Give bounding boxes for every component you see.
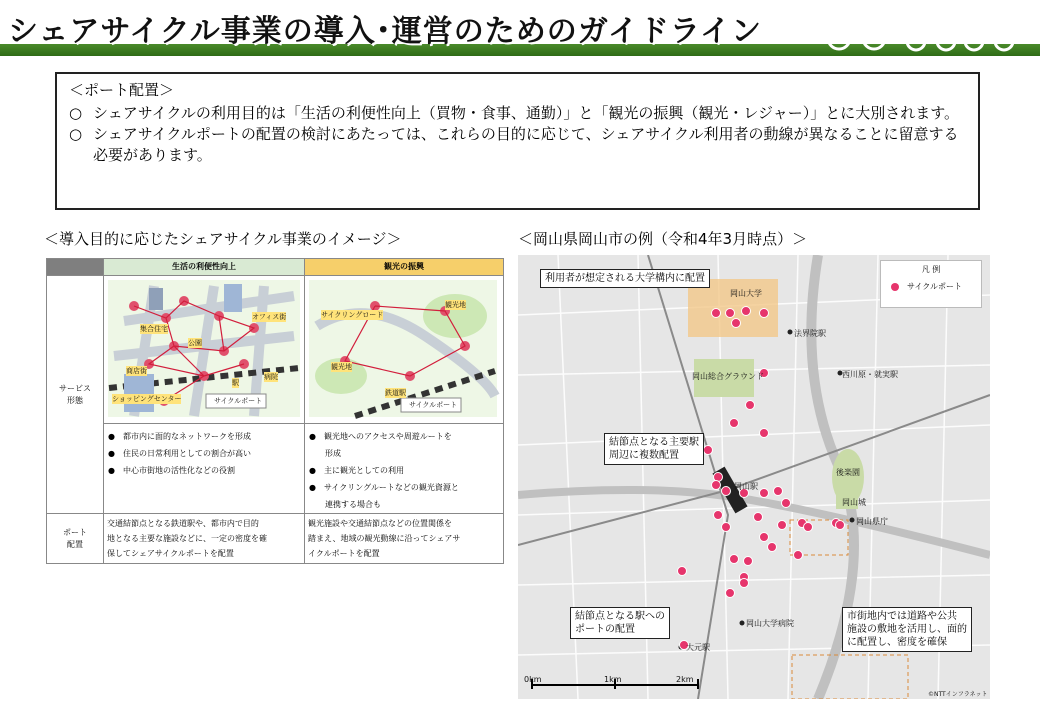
- cycle-port-marker: [774, 487, 783, 496]
- cycle-port-marker: [782, 499, 791, 508]
- callout-hub: 結節点となる主要駅 周辺に複数配置: [604, 433, 704, 465]
- left-section-title: ＜導入目的に応じたシェアサイクル事業のイメージ＞: [44, 230, 402, 248]
- cycle-port-marker: [836, 521, 845, 530]
- cycle-port-marker: [726, 589, 735, 598]
- bullets-tourism: ● 観光地へのアクセスや周遊ルートを 形成 ● 主に観光としての利用 ● サイクリングルートなどの観光資源と 連携する場合も: [305, 424, 504, 514]
- cycle-port-marker: [778, 521, 787, 530]
- row-label-service: サービス 形態: [47, 276, 104, 514]
- box-item: [69, 103, 966, 124]
- bullets-living: ● 都市内に面的なネットワークを形成 ● 住民の日常利用としての割合が高い ● 中心市街地の活性化などの役割: [104, 424, 305, 514]
- row-label-port: ポート 配置: [47, 514, 104, 564]
- cycle-port-marker: [794, 551, 803, 560]
- map-legend: 凡 例 サイクルポート: [880, 260, 982, 308]
- cycle-port-marker: [714, 511, 723, 520]
- cycle-port-marker: [768, 543, 777, 552]
- illustration-tourism: サイクリングロード 観光地 観光地 鉄道駅 サイクルポート: [305, 276, 504, 424]
- scale-1: 1km: [604, 675, 622, 684]
- purpose-table: [46, 258, 504, 564]
- page-title: シェアサイクル事業の導入･運営のためのガイドライン: [8, 14, 762, 49]
- cycle-port-marker: [730, 555, 739, 564]
- cycle-port-marker: [754, 513, 763, 522]
- cycle-port-marker: [760, 429, 769, 438]
- scale-2: 2km: [676, 675, 694, 684]
- label-hokaiin: 法界院駅: [794, 329, 826, 338]
- port-placement-box: [55, 72, 980, 210]
- circle-bullet-icon: ○: [69, 125, 83, 143]
- cycle-port-marker: [740, 579, 749, 588]
- label-pref: 岡山県庁: [856, 517, 888, 526]
- label-omoto: 大元駅: [686, 643, 710, 652]
- port-living: 交通結節点となる鉄道駅や、都市内で目的 地となる主要な施設などに、一定の密度を確 保してシェアサイクルポートを配置: [104, 514, 305, 564]
- cycle-port-marker: [722, 487, 731, 496]
- callout-city: 市街地内では道路や公共 施設の敷地を活用し、面的 に配置し、密度を確保: [842, 607, 972, 652]
- illustration-living: オフィス街 集合住宅 公園 商店街 病院 駅 ショッピングセンター サイクルポート: [104, 276, 305, 424]
- right-section-title: ＜岡山県岡山市の例（令和4年3月時点）＞: [518, 230, 808, 248]
- bicycle-icons: [824, 8, 1034, 54]
- label-nishigawara: 西川原・就実駅: [842, 370, 898, 379]
- label-ground: 岡山総合グラウンド: [692, 372, 764, 381]
- port-marker-icon: [891, 283, 899, 291]
- col-header-tourism: 観光の振興: [305, 259, 504, 276]
- tourism-route-illustration: [305, 276, 501, 421]
- cycle-port-marker: [712, 481, 721, 490]
- map-credit: ©NTTインフラネット: [928, 691, 988, 698]
- port-tourism: 観光施設や交通結節点などの位置関係を 踏まえ、地域の観光動線に沿ってシェアサ イクルポートを配置: [305, 514, 504, 564]
- okayama-map: [518, 255, 990, 699]
- cycle-port-marker: [732, 319, 741, 328]
- box-item: [69, 124, 966, 166]
- box-heading: ＜ポート配置＞: [69, 81, 175, 99]
- box-item-text: シェアサイクルの利用目的は「生活の利便性向上（買物・食事、通勤）」と「観光の振興（観光・レジャー）」とに大別されます。: [93, 104, 960, 122]
- callout-university: 利用者が想定される大学構内に配置: [540, 269, 710, 288]
- cycle-port-marker: [704, 446, 713, 455]
- cycle-port-marker: [730, 419, 739, 428]
- cycle-port-marker: [742, 307, 751, 316]
- scale-0: 0km: [524, 675, 542, 684]
- circle-bullet-icon: ○: [69, 104, 83, 122]
- table-corner: [47, 259, 104, 276]
- label-korakuen: 後楽園: [836, 468, 860, 477]
- box-item-text: シェアサイクルポートの配置の検討にあたっては、これらの目的に応じて、シェアサイクル利用者の動線が異なることに留意する必要があります。: [93, 125, 959, 164]
- cycle-port-marker: [712, 309, 721, 318]
- cycle-port-marker: [804, 523, 813, 532]
- cycle-port-marker: [760, 309, 769, 318]
- label-okayama-station: 岡山駅: [734, 482, 758, 491]
- header-bar: [0, 0, 1040, 56]
- cycle-port-marker: [722, 523, 731, 532]
- label-hospital: 岡山大学病院: [746, 619, 794, 628]
- col-header-living: 生活の利便性向上: [104, 259, 305, 276]
- cycle-port-marker: [760, 489, 769, 498]
- cycle-port-marker: [746, 401, 755, 410]
- callout-station: 結節点となる駅への ポートの配置: [570, 607, 670, 639]
- cycle-port-marker: [678, 567, 687, 576]
- cycle-port-marker: [726, 309, 735, 318]
- label-castle: 岡山城: [842, 498, 866, 507]
- cycle-port-marker: [760, 533, 769, 542]
- label-okayama-univ: 岡山大学: [730, 289, 762, 298]
- cycle-port-marker: [744, 557, 753, 566]
